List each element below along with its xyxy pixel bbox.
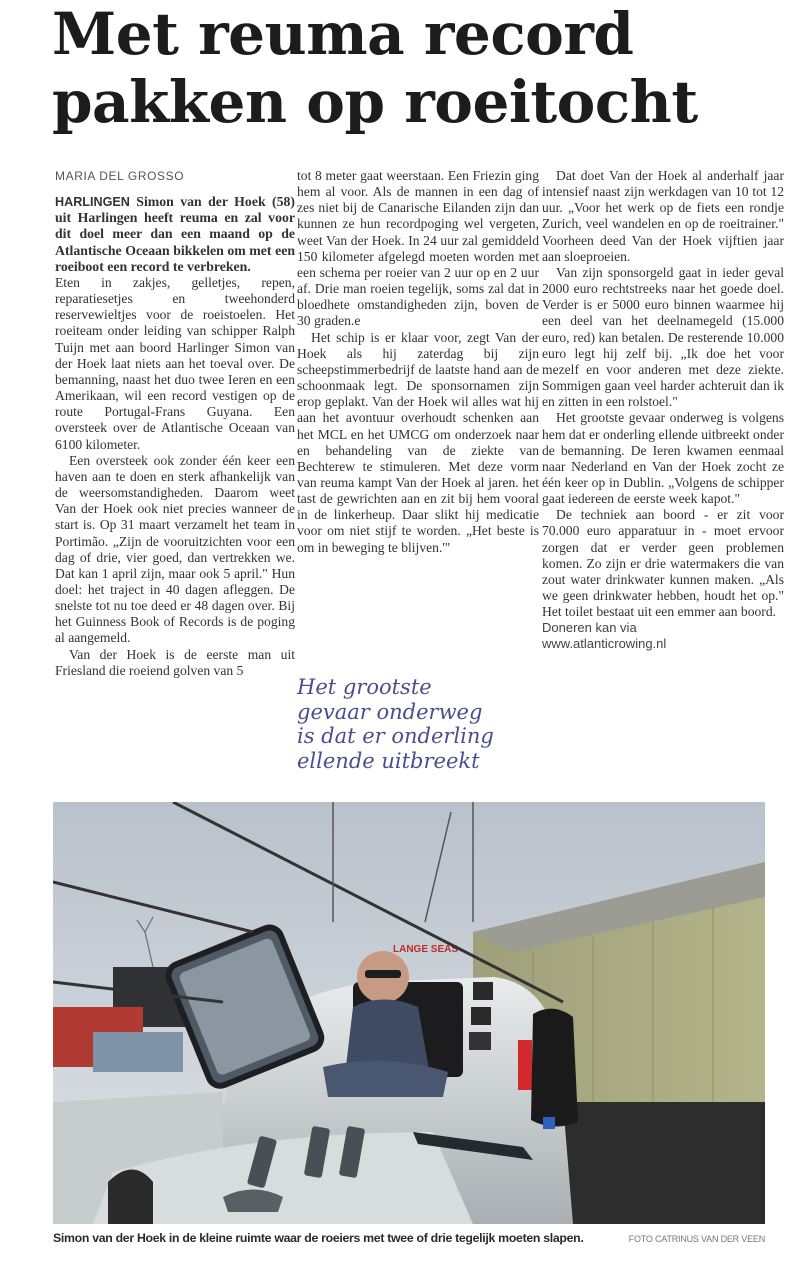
- body-paragraph: Het grootste gevaar onderweg is volgens hem dat er onderling ellende uitbreekt onder de bemanning. De Ieren kwamen eenmaal naar Nederland en Van der Hoek zocht ze één keer op in Dublin. „Volgens de schipper gaat iedereen de eerste week kapot.": [542, 410, 784, 507]
- article-photo: [53, 802, 765, 1224]
- pull-quote: [297, 675, 542, 773]
- dateline: HARLINGEN: [55, 195, 130, 209]
- lead-text: Simon van der Hoek (58) uit Harlingen heeft reuma en zal voor dit doel meer dan een maand op de Atlantische Oceaan bikkelen om met een roeiboot een record te verbreken.: [55, 194, 295, 274]
- caption-text: Simon van der Hoek in de kleine ruimte waar de roeiers met twee of drie tegelijk moeten slapen.: [53, 1231, 584, 1245]
- pull-quote-line: gevaar onderweg: [297, 699, 483, 724]
- boat-photo-illustration: [53, 802, 765, 1224]
- headline: [52, 0, 792, 136]
- lead-paragraph: [55, 194, 295, 275]
- donate-link[interactable]: www.atlanticrowing.nl: [542, 636, 667, 652]
- article-column-1: [55, 168, 295, 679]
- photo-caption: [53, 1231, 765, 1245]
- body-paragraph: Dat doet Van der Hoek al anderhalf jaar intensief naast zijn werkdagen van 10 tot 12 uur. „Voor het werk op de fiets een rondje Zurich, veel wandelen en op de roeitrainer." Voorheen deed Van der Hoek vijftien jaar aan sloeproeien.: [542, 168, 784, 264]
- byline: MARIA DEL GROSSO: [55, 169, 185, 183]
- body-paragraph: Het schip is er klaar voor, zegt Van der Hoek als hij zaterdag bij zijn scheepstimmerbedrijf de laatste hand aan de schoonmaak legt. De sponsornamen zijn erop geplakt. Van der Hoek wil alles wat hij aan het avontuur overhoudt schenken aan het MCL en het UMCG om onderzoek naar en behandeling van de ziekte van Bechterew te stimuleren. Met deze vorm van reuma kampt Van der Hoek al jaren. het tast de gewrichten aan en zit bij hem vooral in de linkerheup. Daar slikt hij medicatie voor om niet stijf te worden. „Het beste is om in beweging te blijven.'": [297, 329, 539, 555]
- body-paragraph: tot 8 meter gaat weerstaan. Een Friezin ging hem al voor. Als de mannen in een dag of zes niet bij de Canarische Eilanden zijn dan kunnen ze hun recordpoging wel vergeten, weet Van der Hoek. In 24 uur zal gemiddeld 150 kilometer afgelegd moeten worden met een schema per roeier van 2 uur op en 2 uur af. Drie man roeien tegelijk, soms zal dat in bloedhete omstandigheden zijn, boven de 30 graden.e: [297, 168, 539, 329]
- donate-label: Doneren kan via: [542, 620, 637, 636]
- boat-lettering: LANGE SEAS: [393, 944, 459, 955]
- photo-credit: FOTO CATRINUS VAN DER VEEN: [628, 1234, 765, 1244]
- headline-line-2: pakken op roeitocht: [52, 68, 698, 136]
- article-column-3: [542, 168, 784, 652]
- pull-quote-line: Het grootste: [297, 675, 432, 699]
- body-paragraph: Eten in zakjes, gelletjes, repen, reparatiesetjes en tweehonderd reservewieltjes voor de roeistoelen. Het roeiteam onder leiding van schipper Ralph Tuijn met aan boord Harlinger Simon van der Hoek laat niets aan het toeval over. De bemanning, naast het duo twee Ieren en een Amerikaan, wil een record vestigen op de route Portugal-Frans Guyana. Een oversteek over de Atlantische Oceaan van 6100 kilometer.: [55, 275, 295, 452]
- pull-quote-line: ellende uitbreekt: [297, 748, 480, 773]
- pull-quote-line: is dat er onderling: [297, 724, 494, 748]
- headline-line-1: Met reuma record: [52, 0, 634, 68]
- article-column-2: [297, 168, 539, 556]
- body-paragraph: De techniek aan boord - er zit voor 70.000 euro apparatuur in - moet ervoor zorgen dat er verder geen problemen komen. Zo zijn er drie watermakers die van zout water drinkwater kunnen maken. „Als we geen drinkwater hebben, houdt het op." Het toilet bestaat uit een emmer aan boord.: [542, 507, 784, 620]
- body-paragraph: Van zijn sponsorgeld gaat in ieder geval 2000 euro rechtstreeks naar het goede doel. Verder is er 5000 euro binnen waarmee hij een deel van het deelnamegeld (15.000 euro, red) kan betalen. De resterende 10.000 euro legt hij zelf bij. „Ik doe het voor mezelf en voor anderen met deze ziekte. Sommigen gaan veel harder achteruit dan ik en zitten in een rolstoel.": [542, 264, 784, 410]
- body-paragraph: Een oversteek ook zonder één keer een haven aan te doen en sterk afhankelijk van de weersomstandigheden. Daarom weet Van der Hoek ook niet precies wanneer de start is. Op 31 maart verzamelt het team in Portimão. „Zijn de vooruitzichten voor een dag of drie, vier goed, dan vertrekken we. Dat kan 1 april zijn, maar ook 5 april." Hun doel: het traject in 40 dagen afleggen. De snelste tot nu toe deed er 48 dagen over. Bij het Guinness Book of Records is de poging al aangemeld.: [55, 452, 295, 646]
- body-paragraph: Van der Hoek is de eerste man uit Friesland die roeiend golven van 5: [55, 646, 295, 678]
